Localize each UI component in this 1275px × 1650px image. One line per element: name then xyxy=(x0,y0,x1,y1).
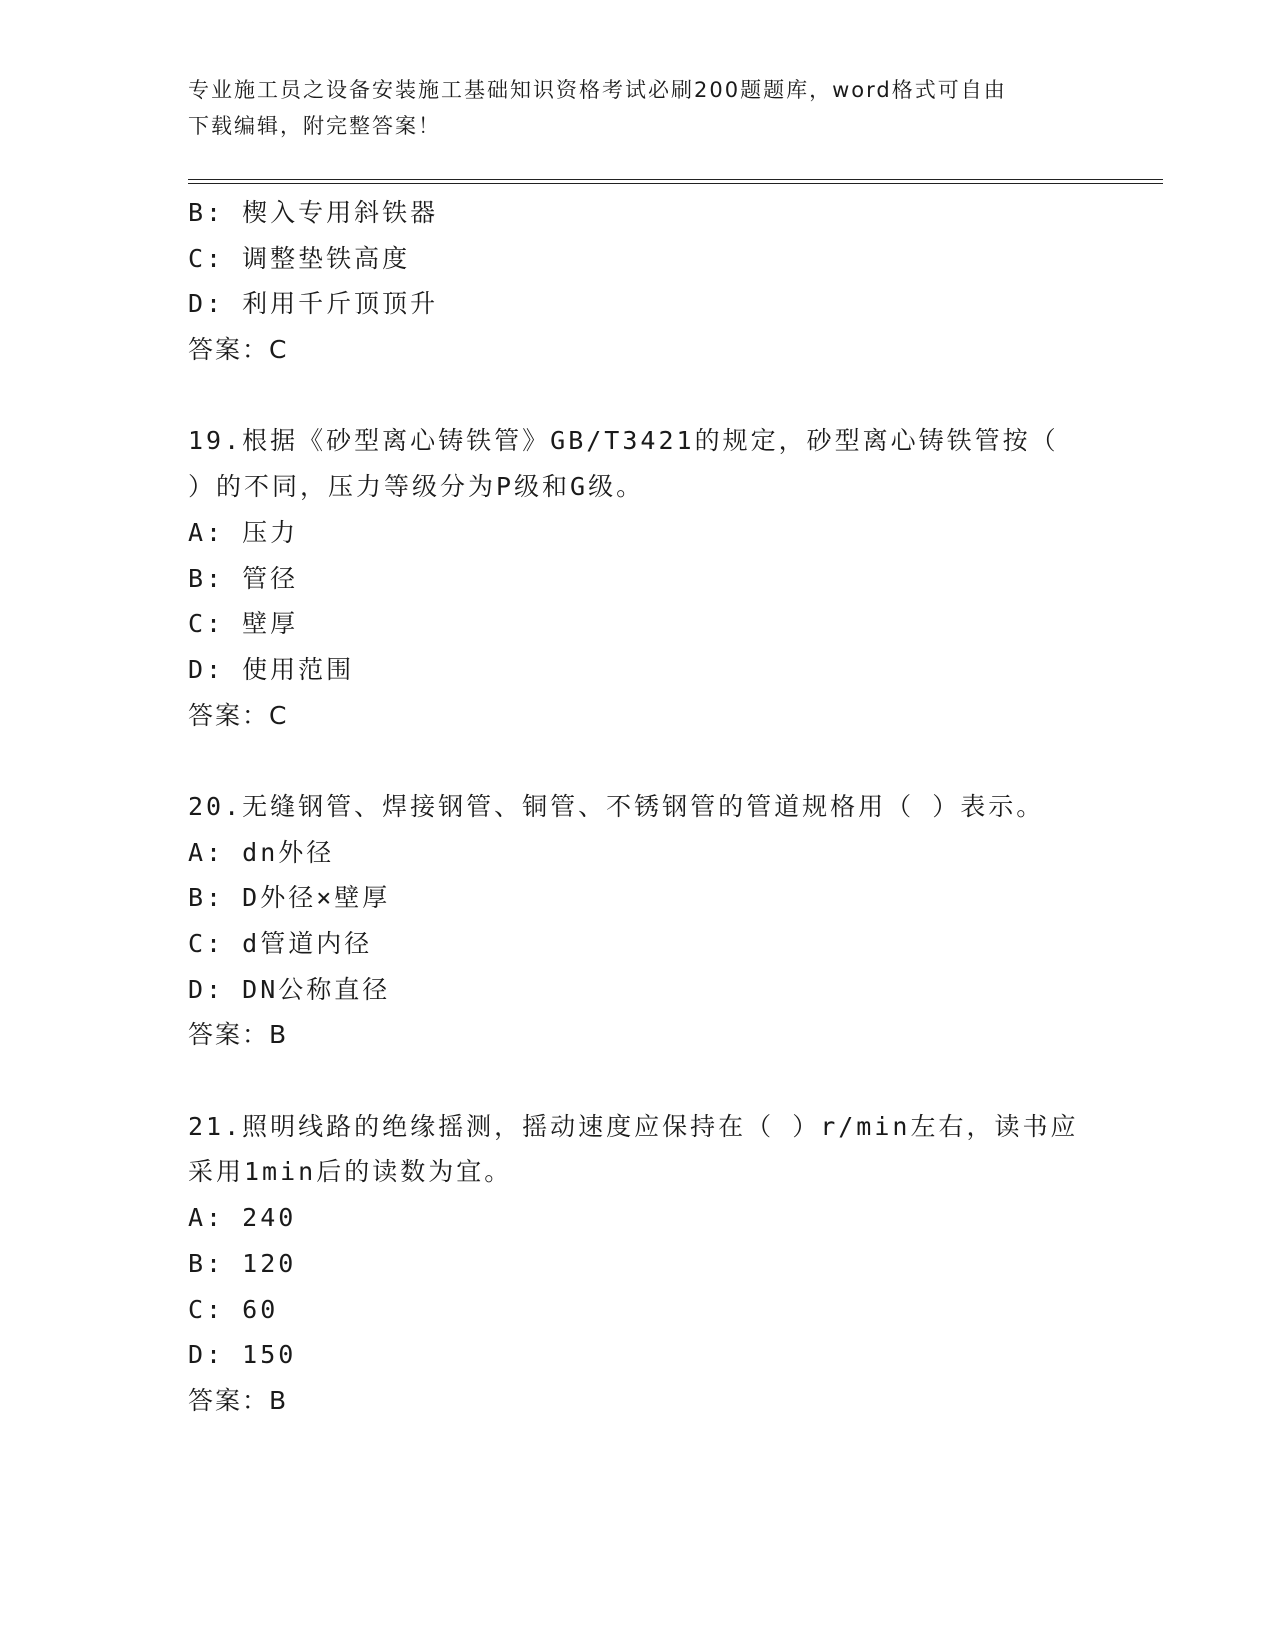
prev-question-block xyxy=(188,190,1163,373)
question-stem: ）的不同，压力等级分为P级和G级。 xyxy=(188,472,645,502)
option-a: A: dn外径 xyxy=(188,837,335,867)
option-b: B: 楔入专用斜铁器 xyxy=(188,198,439,227)
option-a: A: 压力 xyxy=(188,517,299,547)
question-21 xyxy=(188,1104,1163,1424)
question-stem: 20.无缝钢管、焊接钢管、铜管、不锈钢管的管道规格用（ ）表示。 xyxy=(188,791,1045,821)
option-b: B: 120 xyxy=(188,1248,297,1278)
answer-line: 答案：C xyxy=(188,335,289,365)
question-stem: 21.照明线路的绝缘摇测，摇动速度应保持在（ ）r/min左右，读书应 xyxy=(188,1111,1079,1141)
answer-line: 答案：B xyxy=(188,1385,289,1415)
option-d: D: 使用范围 xyxy=(188,654,355,684)
option-c: C: d管道内径 xyxy=(188,929,373,958)
question-20 xyxy=(188,784,1163,1058)
header-divider xyxy=(188,179,1163,184)
option-c: C: 调整垫铁高度 xyxy=(188,243,411,273)
answer-line: 答案：B xyxy=(188,1020,289,1050)
answer-line: 答案：C xyxy=(188,700,289,730)
option-a: A: 240 xyxy=(188,1203,297,1233)
option-d: D: 利用千斤顶顶升 xyxy=(188,289,439,319)
question-list xyxy=(188,190,1163,1424)
option-b: B: 管径 xyxy=(188,563,299,593)
option-c: C: 壁厚 xyxy=(188,609,299,639)
option-d: D: 150 xyxy=(188,1340,297,1370)
question-stem: 19.根据《砂型离心铸铁管》GB/T3421的规定，砂型离心铸铁管按（ xyxy=(188,426,1059,456)
option-c: C: 60 xyxy=(188,1294,279,1324)
header-line-2: 下载编辑，附完整答案！ xyxy=(188,114,441,138)
question-stem: 采用1min后的读数为宜。 xyxy=(188,1157,513,1187)
document-header xyxy=(188,72,1068,144)
option-b: B: D外径×壁厚 xyxy=(188,883,391,913)
question-19 xyxy=(188,418,1163,738)
header-line-1: 专业施工员之设备安装施工基础知识资格考试必刷200题题库，word格式可自由 xyxy=(188,78,1007,102)
option-d: D: DN公称直径 xyxy=(188,974,391,1004)
